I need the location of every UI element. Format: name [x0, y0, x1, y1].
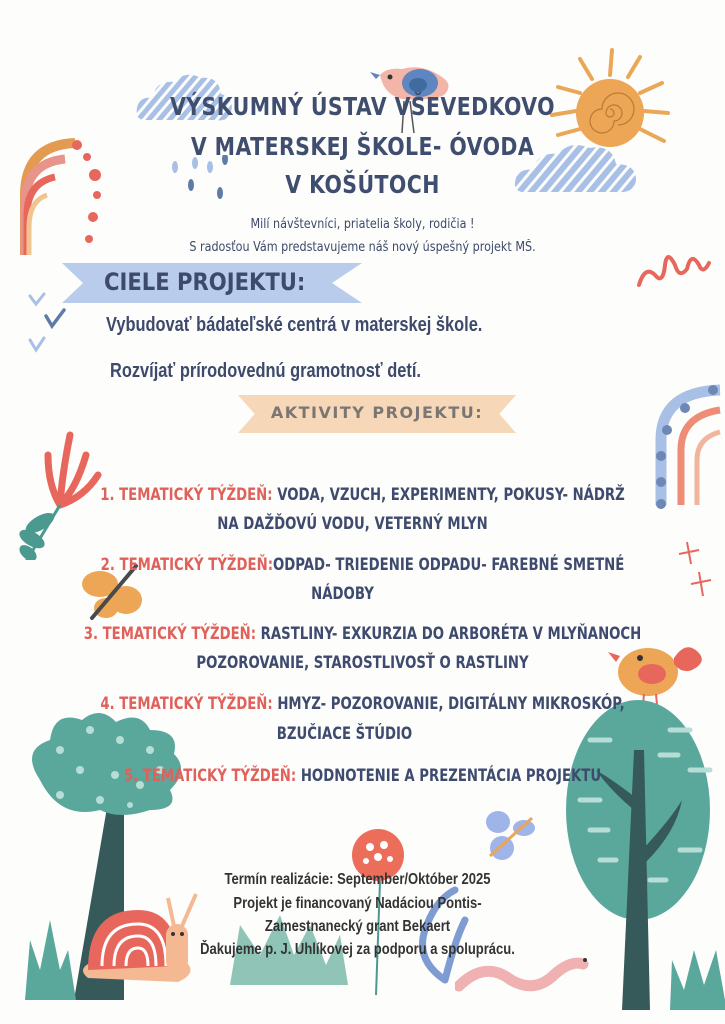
week-3-text: RASTLINY- EXKURZIA DO ARBORÉTA V MLYŇANOCH — [260, 624, 642, 644]
rainbow-icon — [645, 380, 725, 510]
week-2-line-2: NÁDOBY — [311, 584, 374, 604]
butterfly-icon — [482, 806, 540, 866]
week-5-line-1 — [80, 766, 646, 786]
plus-icons — [675, 540, 715, 600]
title-line-3: V KOŠÚTOCH — [285, 170, 440, 199]
week-1-line-1 — [80, 485, 646, 505]
week-1-line-2: NA DAŽĎOVÚ VODU, VETERNÝ MLYN — [217, 514, 488, 534]
week-3-line-2: POZOROVANIE, STAROSTLIVOSŤ O RASTLINY — [196, 653, 529, 673]
week-4-line-2: BZUČIACE ŠTÚDIO — [276, 724, 413, 744]
goal-item-1: Vybudovať bádateľské centrá v materskej škole. — [106, 314, 483, 336]
week-3-line-1 — [80, 624, 646, 644]
goal-item-2: Rozvíjať prírodovednú gramotnosť detí. — [110, 360, 421, 382]
goals-heading: CIELE PROJEKTU: — [104, 268, 306, 296]
week-2-label: 2. TEMATICKÝ TÝŽDEŇ: — [100, 555, 274, 575]
title-line-1: VÝSKUMNÝ ÚSTAV VŠEVEDKOVO — [169, 92, 556, 121]
week-4-line-1 — [80, 694, 646, 714]
week-1-label: 1. TEMATICKÝ TÝŽDEŇ: — [100, 485, 273, 505]
week-2-line-1 — [80, 555, 646, 575]
week-4-label: 4. TEMATICKÝ TÝŽDEŇ: — [100, 694, 273, 714]
week-5-text: HODNOTENIE A PREZENTÁCIA PROJEKTU — [300, 766, 602, 786]
week-3-label: 3. TEMATICKÝ TÝŽDEŇ: — [83, 624, 257, 644]
week-5-label: 5. TEMATICKÝ TÝŽDEŇ: — [123, 766, 297, 786]
title-line-2: V MATERSKEJ ŠKOLE- ÓVODA — [190, 132, 535, 161]
checkmarks-icon — [28, 292, 68, 354]
week-1-text: VODA, VZUCH, EXPERIMENTY, POKUSY- NÁDRŽ — [277, 485, 625, 505]
week-2-text: ODPAD- TRIEDENIE ODPADU- FAREBNÉ SMETNÉ — [273, 555, 625, 575]
activities-heading: AKTIVITY PROJEKTU: — [270, 403, 484, 422]
footer-line-1: Termín realizácie: September/Október 2025 — [224, 871, 491, 888]
footer-line-2: Projekt je financovaný Nadáciou Pontis- — [233, 895, 482, 912]
footer-line-3: Zamestnanecký grant Bekaert — [264, 918, 451, 935]
week-4-text: HMYZ- POZOROVANIE, DIGITÁLNY MIKROSKÓP, — [277, 694, 625, 714]
greeting-line-2: S radosťou Vám predstavujeme náš nový úspešný projekt MŠ. — [189, 240, 536, 255]
footer-line-4: Ďakujeme p. J. Uhlíkovej za podporu a spoluprácu. — [200, 941, 515, 958]
greeting-line-1: Milí návštevníci, priatelia školy, rodičia ! — [250, 217, 475, 232]
